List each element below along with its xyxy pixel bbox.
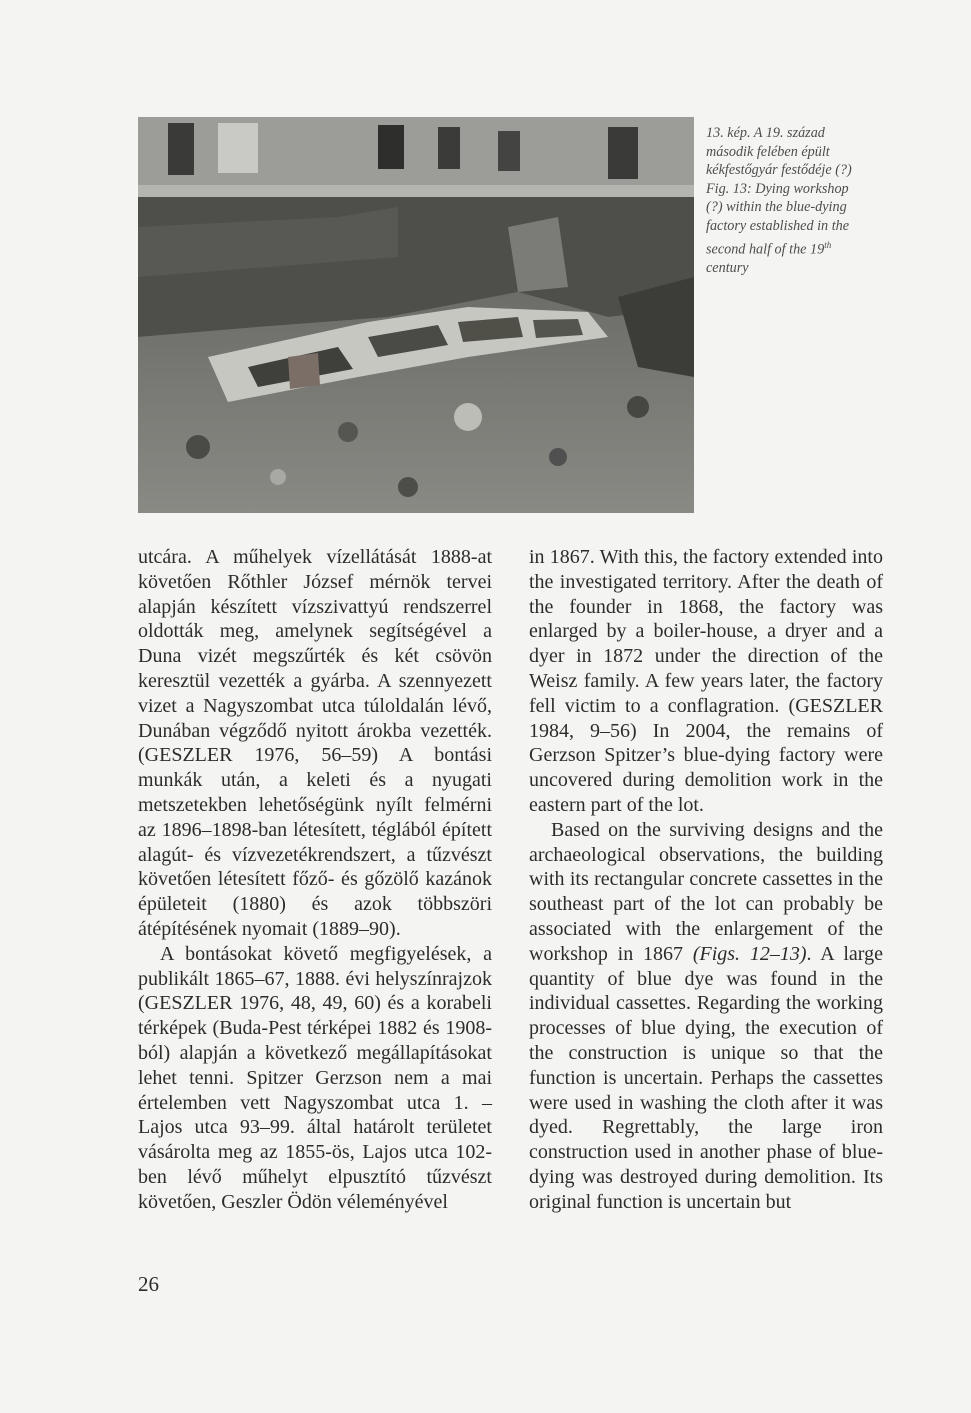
caption-en-text: second half of the 19 <box>706 241 825 258</box>
caption-hu-line: kékfestőgyár festődéje (?) <box>706 162 852 179</box>
caption-en-line <box>706 236 906 259</box>
body-paragraph: A bontásokat követő megfigyelések, a publikált 1865–67, 1888. évi helyszínrajzok (GESZLER 1976, 48, 49, 60) és a korabeli térképek (Buda-Pest térképei 1882 és 1908-ból) alapján a következő megállapításokat lehet tenni. Spitzer Gerzson nem a mai értelemben vett Nagyszombat utca 1. – Lajos utca 93–99. által határolt területet vásárolta meg az 1855-ös, Lajos utca 102-ben lévő műhelyt elpusztító tűzvészt követően, Geszler Ödön véleményével <box>138 942 492 1213</box>
paragraph-text: Based on the surviving designs and the archaeological observations, the building with its rectangular concrete cassettes in the southeast part of the lot can probably be associated with the enlargement of the workshop in 1867 <box>529 818 883 965</box>
caption-superscript: th <box>824 239 832 250</box>
body-paragraph: utcára. A műhelyek vízellátását 1888-at követően Rőthler József mérnök tervei alapján készített vízszivattyú rendszerrel oldották meg, amelynek segítségével a Duna vizét megszűrték és két csövön keresztül vezették a gyárba. A szennyezett vizet a Nagyszombat utca túloldalán lévő, Dunában végződő nyitott árokba vezették. (GESZLER 1976, 56–59) A bontási munkák után, a keleti és a nyugati metszetekben lehetőségünk nyílt felmérni az 1896–1898-ban létesített, téglából épített alagút- és vízvezetékrendszert, a tűzvészt követően létesített főző- és gőzölő kazánok épületeit (1880) és azok többszöri átépítésének nyomait (1889–90). <box>138 546 492 940</box>
page-number: 26 <box>138 1272 159 1296</box>
caption-en-line: Fig. 13: Dying workshop <box>706 180 849 197</box>
english-text-column <box>529 545 883 1215</box>
body-paragraph <box>529 818 883 1215</box>
excavation-photo-drawing <box>138 117 694 513</box>
caption-hu-line: 13. kép. A 19. század <box>706 125 825 141</box>
caption-en-line: (?) within the blue-dying <box>706 199 847 216</box>
figure-reference: (Figs. 12–13) <box>692 942 807 965</box>
figure-caption <box>706 124 906 277</box>
caption-en-line: factory established in the <box>706 217 850 234</box>
hungarian-text-column <box>138 545 492 1215</box>
caption-hu-line: második felében épült <box>706 143 830 160</box>
paragraph-text: . A large quantity of blue dye was found in the individual cassettes. Regarding the working processes of blue dying, the execution of the construction is unique so that the function is uncertain. Perhaps the cassettes were used in washing the cloth after it was dyed. Regrettably, the large iron construction used in another phase of blue-dying was destroyed during demolition. Its original function is uncertain but <box>529 942 883 1213</box>
body-paragraph: in 1867. With this, the factory extended into the investigated territory. After the death of the founder in 1868, the factory was enlarged by a boiler-house, a dryer and a dyer in 1872 under the direction of the Weisz family. A few years later, the factory fell victim to a conflagration. (GESZLER 1984, 9–56) In 2004, the remains of Gerzson Spitzer’s blue-dying factory were uncovered during demolition work in the eastern part of the lot. <box>529 546 883 816</box>
excavation-photo <box>138 117 694 513</box>
caption-en-line: century <box>706 259 749 276</box>
